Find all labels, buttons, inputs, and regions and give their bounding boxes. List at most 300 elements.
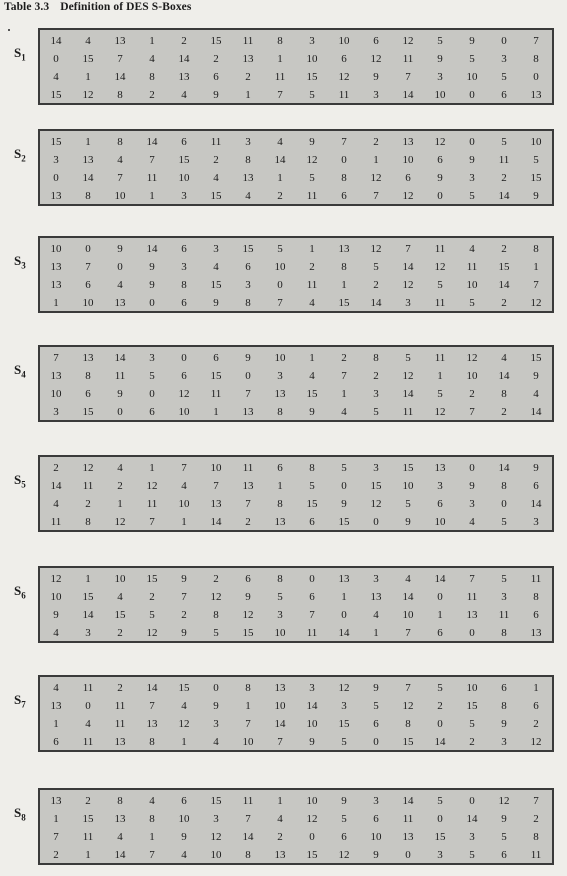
table-cell: 11	[466, 261, 478, 273]
table-cell: 12	[434, 261, 446, 273]
table-cell: 9	[501, 813, 507, 825]
sbox-label-sub: 5	[21, 479, 26, 490]
table-cell: 0	[117, 261, 123, 273]
table-cell: 4	[213, 261, 219, 273]
table-cell: 12	[146, 627, 158, 639]
table-cell: 1	[149, 462, 155, 474]
table-cell: 9	[245, 591, 251, 603]
table-cell: 4	[181, 480, 187, 492]
table-cell: 10	[274, 261, 286, 273]
table-cell: 6	[213, 352, 219, 364]
table-cell: 9	[469, 154, 475, 166]
table-cell: 10	[306, 718, 318, 730]
table-caption	[4, 1, 191, 13]
table-cell: 15	[210, 370, 222, 382]
table-cell: 6	[149, 406, 155, 418]
table-cell: 5	[437, 388, 443, 400]
table-cell: 11	[114, 700, 126, 712]
table-cell: 5	[373, 700, 379, 712]
table-cell: 8	[117, 795, 123, 807]
sbox-table	[38, 28, 554, 105]
table-cell: 4	[309, 297, 315, 309]
table-cell: 1	[149, 831, 155, 843]
table-cell: 6	[373, 718, 379, 730]
table-cell: 5	[213, 627, 219, 639]
table-cell: 6	[85, 279, 91, 291]
table-cell: 9	[117, 388, 123, 400]
table-cell: 12	[114, 516, 126, 528]
table-cell: 5	[341, 736, 347, 748]
table-cell: 12	[82, 89, 94, 101]
table-cell: 11	[114, 370, 126, 382]
table-row	[40, 624, 552, 642]
table-cell: 0	[469, 462, 475, 474]
table-cell: 3	[469, 831, 475, 843]
table-cell: 1	[341, 279, 347, 291]
table-cell: 6	[181, 136, 187, 148]
table-cell: 0	[181, 352, 187, 364]
table-row	[40, 169, 552, 187]
table-cell: 2	[533, 718, 539, 730]
table-cell: 3	[373, 462, 379, 474]
table-cell: 15	[114, 609, 126, 621]
table-cell: 11	[82, 831, 94, 843]
table-cell: 9	[405, 516, 411, 528]
table-cell: 13	[530, 627, 542, 639]
table-cell: 4	[53, 498, 59, 510]
table-cell: 15	[434, 831, 446, 843]
table-cell: 13	[50, 700, 62, 712]
table-cell: 10	[434, 516, 446, 528]
table-cell: 8	[533, 53, 539, 65]
table-cell: 8	[85, 370, 91, 382]
sbox-label-main: S	[14, 805, 22, 820]
table-cell: 14	[114, 71, 126, 83]
table-cell: 13	[242, 480, 254, 492]
table-cell: 8	[277, 573, 283, 585]
sbox-label-sub: 7	[21, 699, 26, 710]
table-cell: 14	[114, 352, 126, 364]
table-cell: 7	[213, 480, 219, 492]
table-cell: 13	[50, 795, 62, 807]
table-cell: 9	[501, 718, 507, 730]
table-cell: 5	[277, 243, 283, 255]
table-cell: 11	[530, 849, 542, 861]
table-cell: 14	[146, 682, 158, 694]
table-cell: 7	[405, 682, 411, 694]
table-cell: 4	[181, 700, 187, 712]
table-cell: 11	[242, 35, 254, 47]
table-cell: 1	[117, 498, 123, 510]
table-cell: 11	[434, 243, 446, 255]
table-cell: 5	[501, 136, 507, 148]
table-cell: 9	[437, 172, 443, 184]
table-cell: 9	[373, 682, 379, 694]
table-cell: 11	[306, 190, 318, 202]
table-cell: 0	[437, 718, 443, 730]
sbox-label	[14, 362, 26, 380]
table-cell: 3	[181, 190, 187, 202]
table-row	[40, 240, 552, 258]
table-cell: 3	[85, 627, 91, 639]
table-cell: 15	[82, 591, 94, 603]
table-cell: 12	[210, 591, 222, 603]
table-cell: 1	[277, 53, 283, 65]
table-cell: 13	[338, 243, 350, 255]
table-cell: 8	[117, 136, 123, 148]
table-cell: 14	[434, 736, 446, 748]
table-cell: 2	[181, 609, 187, 621]
table-cell: 12	[402, 370, 414, 382]
sbox-label-sub: 8	[21, 812, 26, 823]
table-cell: 0	[469, 136, 475, 148]
table-cell: 14	[498, 370, 510, 382]
sbox-label-main: S	[14, 45, 22, 60]
table-cell: 5	[341, 462, 347, 474]
table-cell: 1	[85, 849, 91, 861]
table-cell: 1	[149, 35, 155, 47]
table-row	[40, 810, 552, 828]
table-cell: 15	[498, 261, 510, 273]
table-cell: 13	[402, 831, 414, 843]
table-cell: 11	[114, 718, 126, 730]
table-cell: 9	[469, 35, 475, 47]
table-cell: 9	[245, 352, 251, 364]
sbox-table	[38, 566, 554, 643]
table-cell: 15	[50, 89, 62, 101]
table-cell: 12	[370, 172, 382, 184]
table-cell: 14	[434, 573, 446, 585]
table-cell: 6	[501, 682, 507, 694]
table-cell: 2	[53, 849, 59, 861]
table-cell: 13	[338, 573, 350, 585]
table-cell: 13	[178, 71, 190, 83]
table-row	[40, 133, 552, 151]
table-cell: 8	[501, 388, 507, 400]
table-cell: 15	[402, 462, 414, 474]
table-cell: 11	[498, 609, 510, 621]
table-cell: 4	[117, 154, 123, 166]
table-cell: 11	[306, 279, 318, 291]
table-cell: 12	[530, 736, 542, 748]
table-cell: 13	[50, 261, 62, 273]
table-cell: 12	[306, 154, 318, 166]
table-row	[40, 385, 552, 403]
table-cell: 12	[82, 462, 94, 474]
table-cell: 0	[469, 795, 475, 807]
table-cell: 9	[533, 462, 539, 474]
table-cell: 11	[82, 736, 94, 748]
table-cell: 10	[210, 849, 222, 861]
table-row	[40, 697, 552, 715]
table-cell: 3	[277, 609, 283, 621]
table-cell: 11	[434, 352, 446, 364]
table-cell: 10	[82, 297, 94, 309]
table-cell: 3	[373, 573, 379, 585]
sbox-label-sub: 2	[21, 153, 26, 164]
table-cell: 13	[370, 591, 382, 603]
table-cell: 12	[434, 136, 446, 148]
table-cell: 0	[213, 682, 219, 694]
table-cell: 7	[533, 279, 539, 291]
table-cell: 1	[277, 480, 283, 492]
table-cell: 3	[213, 243, 219, 255]
table-cell: 4	[181, 849, 187, 861]
table-cell: 4	[149, 53, 155, 65]
table-cell: 15	[178, 682, 190, 694]
table-cell: 10	[402, 480, 414, 492]
table-cell: 1	[245, 89, 251, 101]
table-cell: 0	[373, 516, 379, 528]
table-cell: 0	[341, 480, 347, 492]
table-cell: 6	[245, 261, 251, 273]
table-cell: 14	[402, 261, 414, 273]
table-cell: 5	[469, 53, 475, 65]
table-cell: 12	[146, 480, 158, 492]
table-cell: 8	[181, 279, 187, 291]
table-cell: 15	[306, 849, 318, 861]
table-cell: 4	[213, 172, 219, 184]
table-cell: 13	[50, 279, 62, 291]
table-cell: 3	[373, 89, 379, 101]
table-cell: 9	[533, 370, 539, 382]
table-cell: 15	[146, 573, 158, 585]
table-cell: 1	[181, 516, 187, 528]
table-cell: 11	[210, 388, 222, 400]
table-cell: 15	[306, 71, 318, 83]
table-cell: 2	[213, 154, 219, 166]
table-row	[40, 32, 552, 50]
table-row	[40, 513, 552, 531]
table-cell: 10	[370, 831, 382, 843]
table-cell: 7	[149, 700, 155, 712]
table-row	[40, 588, 552, 606]
table-cell: 11	[50, 516, 62, 528]
table-cell: 0	[85, 243, 91, 255]
table-cell: 9	[181, 627, 187, 639]
table-cell: 3	[469, 172, 475, 184]
table-row	[40, 459, 552, 477]
table-cell: 5	[437, 795, 443, 807]
table-cell: 5	[437, 279, 443, 291]
table-cell: 10	[242, 736, 254, 748]
table-cell: 12	[178, 388, 190, 400]
table-cell: 9	[149, 261, 155, 273]
table-cell: 5	[469, 718, 475, 730]
table-cell: 5	[533, 154, 539, 166]
table-cell: 14	[530, 498, 542, 510]
table-cell: 14	[306, 700, 318, 712]
table-cell: 4	[181, 89, 187, 101]
table-cell: 13	[114, 35, 126, 47]
table-cell: 2	[117, 682, 123, 694]
table-row	[40, 828, 552, 846]
table-cell: 10	[274, 700, 286, 712]
table-cell: 12	[370, 53, 382, 65]
table-cell: 7	[373, 190, 379, 202]
table-cell: 10	[306, 53, 318, 65]
table-cell: 4	[85, 35, 91, 47]
table-cell: 13	[402, 136, 414, 148]
table-cell: 13	[274, 682, 286, 694]
table-cell: 6	[341, 190, 347, 202]
table-cell: 8	[277, 35, 283, 47]
table-cell: 14	[402, 795, 414, 807]
table-cell: 10	[210, 462, 222, 474]
table-cell: 0	[501, 498, 507, 510]
table-cell: 6	[533, 700, 539, 712]
table-cell: 5	[469, 849, 475, 861]
table-cell: 8	[533, 831, 539, 843]
table-cell: 7	[117, 172, 123, 184]
table-cell: 8	[117, 89, 123, 101]
table-cell: 15	[306, 498, 318, 510]
table-cell: 1	[437, 609, 443, 621]
table-cell: 12	[338, 71, 350, 83]
table-cell: 7	[405, 243, 411, 255]
table-cell: 14	[274, 718, 286, 730]
table-cell: 8	[405, 718, 411, 730]
table-cell: 5	[469, 297, 475, 309]
table-cell: 6	[277, 462, 283, 474]
table-cell: 10	[274, 352, 286, 364]
sbox-label-main: S	[14, 472, 22, 487]
table-cell: 2	[469, 388, 475, 400]
table-cell: 7	[245, 498, 251, 510]
sbox-label-sub: 4	[21, 369, 26, 380]
table-cell: 11	[146, 172, 158, 184]
table-cell: 4	[469, 516, 475, 528]
table-cell: 2	[213, 53, 219, 65]
table-cell: 10	[434, 89, 446, 101]
table-cell: 5	[309, 172, 315, 184]
table-cell: 4	[117, 831, 123, 843]
table-cell: 3	[181, 261, 187, 273]
table-cell: 4	[469, 243, 475, 255]
table-cell: 9	[373, 849, 379, 861]
table-cell: 5	[373, 261, 379, 273]
table-cell: 7	[85, 261, 91, 273]
table-cell: 8	[245, 297, 251, 309]
table-cell: 7	[245, 388, 251, 400]
table-row	[40, 276, 552, 294]
table-cell: 3	[149, 352, 155, 364]
table-cell: 2	[213, 573, 219, 585]
table-cell: 13	[146, 718, 158, 730]
table-cell: 11	[82, 480, 94, 492]
table-cell: 12	[306, 813, 318, 825]
table-cell: 14	[210, 516, 222, 528]
table-cell: 14	[338, 627, 350, 639]
table-cell: 13	[50, 370, 62, 382]
table-cell: 10	[530, 136, 542, 148]
table-cell: 3	[437, 480, 443, 492]
table-cell: 6	[341, 831, 347, 843]
table-cell: 2	[53, 462, 59, 474]
table-row	[40, 50, 552, 68]
table-cell: 10	[50, 591, 62, 603]
table-cell: 12	[434, 406, 446, 418]
table-cell: 8	[277, 406, 283, 418]
table-cell: 6	[53, 736, 59, 748]
table-cell: 4	[405, 573, 411, 585]
table-cell: 12	[466, 352, 478, 364]
table-cell: 6	[181, 297, 187, 309]
table-cell: 2	[373, 370, 379, 382]
table-cell: 2	[277, 190, 283, 202]
table-cell: 8	[501, 627, 507, 639]
table-cell: 15	[210, 279, 222, 291]
table-cell: 4	[501, 352, 507, 364]
table-cell: 11	[210, 136, 222, 148]
table-cell: 13	[242, 406, 254, 418]
table-cell: 4	[341, 406, 347, 418]
sbox-label-sub: 3	[21, 260, 26, 271]
sbox-label	[14, 583, 26, 601]
table-row	[40, 570, 552, 588]
table-row	[40, 86, 552, 104]
table-cell: 15	[82, 53, 94, 65]
table-cell: 8	[373, 352, 379, 364]
table-cell: 0	[309, 831, 315, 843]
table-cell: 11	[306, 627, 318, 639]
table-cell: 8	[533, 591, 539, 603]
sbox-label	[14, 253, 26, 271]
table-cell: 9	[213, 297, 219, 309]
table-cell: 15	[338, 297, 350, 309]
table-cell: 13	[466, 609, 478, 621]
table-cell: 13	[530, 89, 542, 101]
table-row	[40, 792, 552, 810]
table-cell: 2	[533, 813, 539, 825]
table-cell: 11	[402, 53, 414, 65]
table-cell: 8	[341, 172, 347, 184]
table-cell: 7	[53, 831, 59, 843]
table-cell: 0	[533, 71, 539, 83]
table-cell: 1	[85, 573, 91, 585]
table-cell: 9	[149, 279, 155, 291]
table-cell: 2	[85, 795, 91, 807]
table-cell: 4	[245, 190, 251, 202]
table-row	[40, 733, 552, 751]
table-cell: 13	[274, 849, 286, 861]
table-cell: 1	[53, 813, 59, 825]
table-cell: 1	[277, 795, 283, 807]
table-cell: 11	[466, 591, 478, 603]
table-cell: 15	[178, 154, 190, 166]
table-cell: 6	[437, 154, 443, 166]
table-cell: 4	[373, 609, 379, 621]
table-cell: 14	[50, 35, 62, 47]
table-cell: 7	[533, 795, 539, 807]
table-cell: 5	[149, 370, 155, 382]
table-cell: 5	[501, 831, 507, 843]
table-cell: 5	[405, 352, 411, 364]
table-cell: 5	[501, 516, 507, 528]
table-cell: 15	[82, 813, 94, 825]
table-cell: 0	[469, 89, 475, 101]
table-cell: 1	[373, 154, 379, 166]
table-cell: 15	[402, 736, 414, 748]
table-cell: 0	[437, 190, 443, 202]
table-cell: 14	[498, 462, 510, 474]
table-cell: 12	[338, 682, 350, 694]
table-cell: 7	[277, 736, 283, 748]
table-cell: 14	[498, 279, 510, 291]
table-row	[40, 715, 552, 733]
table-cell: 6	[181, 243, 187, 255]
table-cell: 2	[245, 516, 251, 528]
